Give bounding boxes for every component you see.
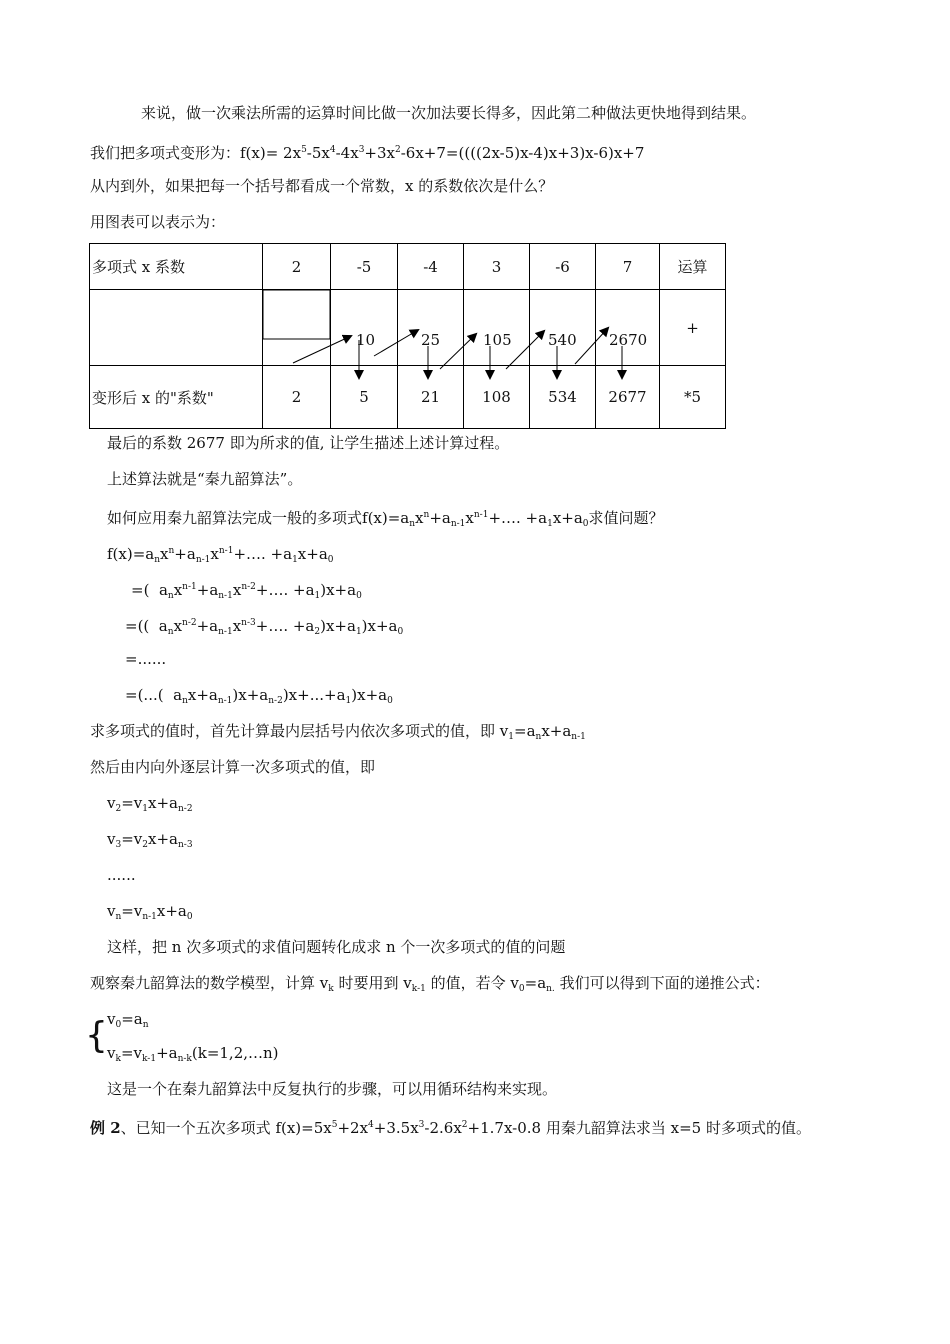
table-cell: 7 <box>596 244 660 290</box>
table-cell: 108 <box>464 366 530 429</box>
paragraph-line: 用图表可以表示为： <box>90 213 226 231</box>
intermediate-value: 25 <box>421 331 441 349</box>
table-cell: 2 <box>263 366 331 429</box>
table-cell: -5 <box>331 244 398 290</box>
example-line: 例 2、已知一个五次多项式 $f(x)=5x^5+2x^4+3.5x^3-2.6x^2+1.7x-0.8$ 用秦九韶算法求当 x=5 时多项式的值。 <box>90 1119 811 1137</box>
inner-box <box>263 290 330 339</box>
intermediate-value: 2670 <box>609 331 648 349</box>
paragraph-line: 上述算法就是“秦九韶算法”。 <box>107 470 303 488</box>
paragraph-line: 如何应用秦九韶算法完成一般的多项式$f(x)=a_nx^n+a_{n-1}x^{n-1}+\dots$. $+a_1x+a_0$求值问题？ <box>107 509 664 529</box>
paragraph-line: 最后的系数 2677 即为所求的值, 让学生描述上述计算过程。 <box>107 434 510 452</box>
table-cell: 5 <box>331 366 398 429</box>
diagonal-arrow <box>293 336 351 363</box>
recurrence-line: $v_n=v_{n-1}x+a_0$ <box>107 902 193 922</box>
table-cell: *5 <box>660 366 726 429</box>
table-cell: + <box>660 290 726 366</box>
table-cell: 21 <box>398 366 464 429</box>
table-cell: 3 <box>464 244 530 290</box>
table-cell: 2 <box>263 244 331 290</box>
diagonal-arrow <box>506 331 544 369</box>
derivation-step: =( $a_nx^{n-1}+a_{n-1}x^{n-2}+\dots$. $+a_1)x+a_0$ <box>131 581 362 601</box>
table-cell: 2677 <box>596 366 660 429</box>
paragraph-line: 这是一个在秦九韶算法中反复执行的步骤，可以用循环结构来实现。 <box>107 1080 558 1098</box>
table-cell: -4 <box>398 244 464 290</box>
recurrence-line: $v_2=v_1x+a_{n-2}$ <box>107 794 193 814</box>
derivation-step: =...... <box>125 650 167 668</box>
table-cell: -6 <box>530 244 596 290</box>
paragraph-line: 求多项式的值时，首先计算最内层括号内依次多项式的值，即 $v_1=a_nx+a_{n-1}$ <box>90 722 586 742</box>
table-cell: 运算 <box>660 244 726 290</box>
recurrence-line: ...... <box>107 866 136 884</box>
paragraph-line: 这样，把 n 次多项式的求值问题转化成求 n 个一次多项式的值的问题 <box>107 938 566 956</box>
diagonal-arrow <box>440 334 476 369</box>
paragraph-line: 我们把多项式变形为：$f(x)= 2x^5-5x^4-4x^3+3x^2-6x+7=((((2x-5)x-4)x+3)x-6)x+7$ <box>90 144 645 162</box>
diagonal-arrow <box>374 330 418 356</box>
table-cell: 534 <box>530 366 596 429</box>
derivation-step: =(( $a_nx^{n-2}+a_{n-1}x^{n-3}+\dots$. $+a_2)x+a_1)x+a_0$ <box>125 617 404 637</box>
example-label: 例 2 <box>90 1119 121 1137</box>
paragraph-line: 观察秦九韶算法的数学模型，计算 $v_k$ 时要用到 $v_{k-1}$ 的值，若令 $v_0=a_{n.}$ 我们可以得到下面的递推公式： <box>90 974 770 994</box>
diagonal-arrow <box>575 328 608 364</box>
intermediate-value: 105 <box>483 331 512 349</box>
derivation-step: $f(x)=a_nx^n+a_{n-1}x^{n-1}+\dots$. $+a_1x+a_0$ <box>107 545 334 565</box>
intermediate-value: 10 <box>356 331 376 349</box>
paragraph-line: 然后由内向外逐层计算一次多项式的值，即 <box>90 758 376 776</box>
row-label: 变形后 x 的"系数" <box>90 366 263 429</box>
brace-symbol: { <box>85 1015 108 1056</box>
recurrence-line: $v_0=a_n$ <box>107 1010 149 1030</box>
paragraph-line: 来说，做一次乘法所需的运算时间比做一次加法要长得多，因此第二种做法更快地得到结果。 <box>141 104 757 122</box>
recurrence-line: $v_3=v_2x+a_{n-3}$ <box>107 830 193 850</box>
paragraph-line: 从内到外，如果把每一个括号都看成一个常数，x 的系数依次是什么？ <box>90 177 554 195</box>
intermediate-value: 540 <box>548 331 577 349</box>
recurrence-line: $v_k=v_{k-1}+a_{n-k}(k=1,2,\dots n)$ <box>107 1044 279 1064</box>
row-label: 多项式 x 系数 <box>90 244 263 290</box>
derivation-step: =(...( $a_nx+a_{n-1})x+a_{n-2})x+...+a_1)x+a_0$ <box>125 686 393 706</box>
